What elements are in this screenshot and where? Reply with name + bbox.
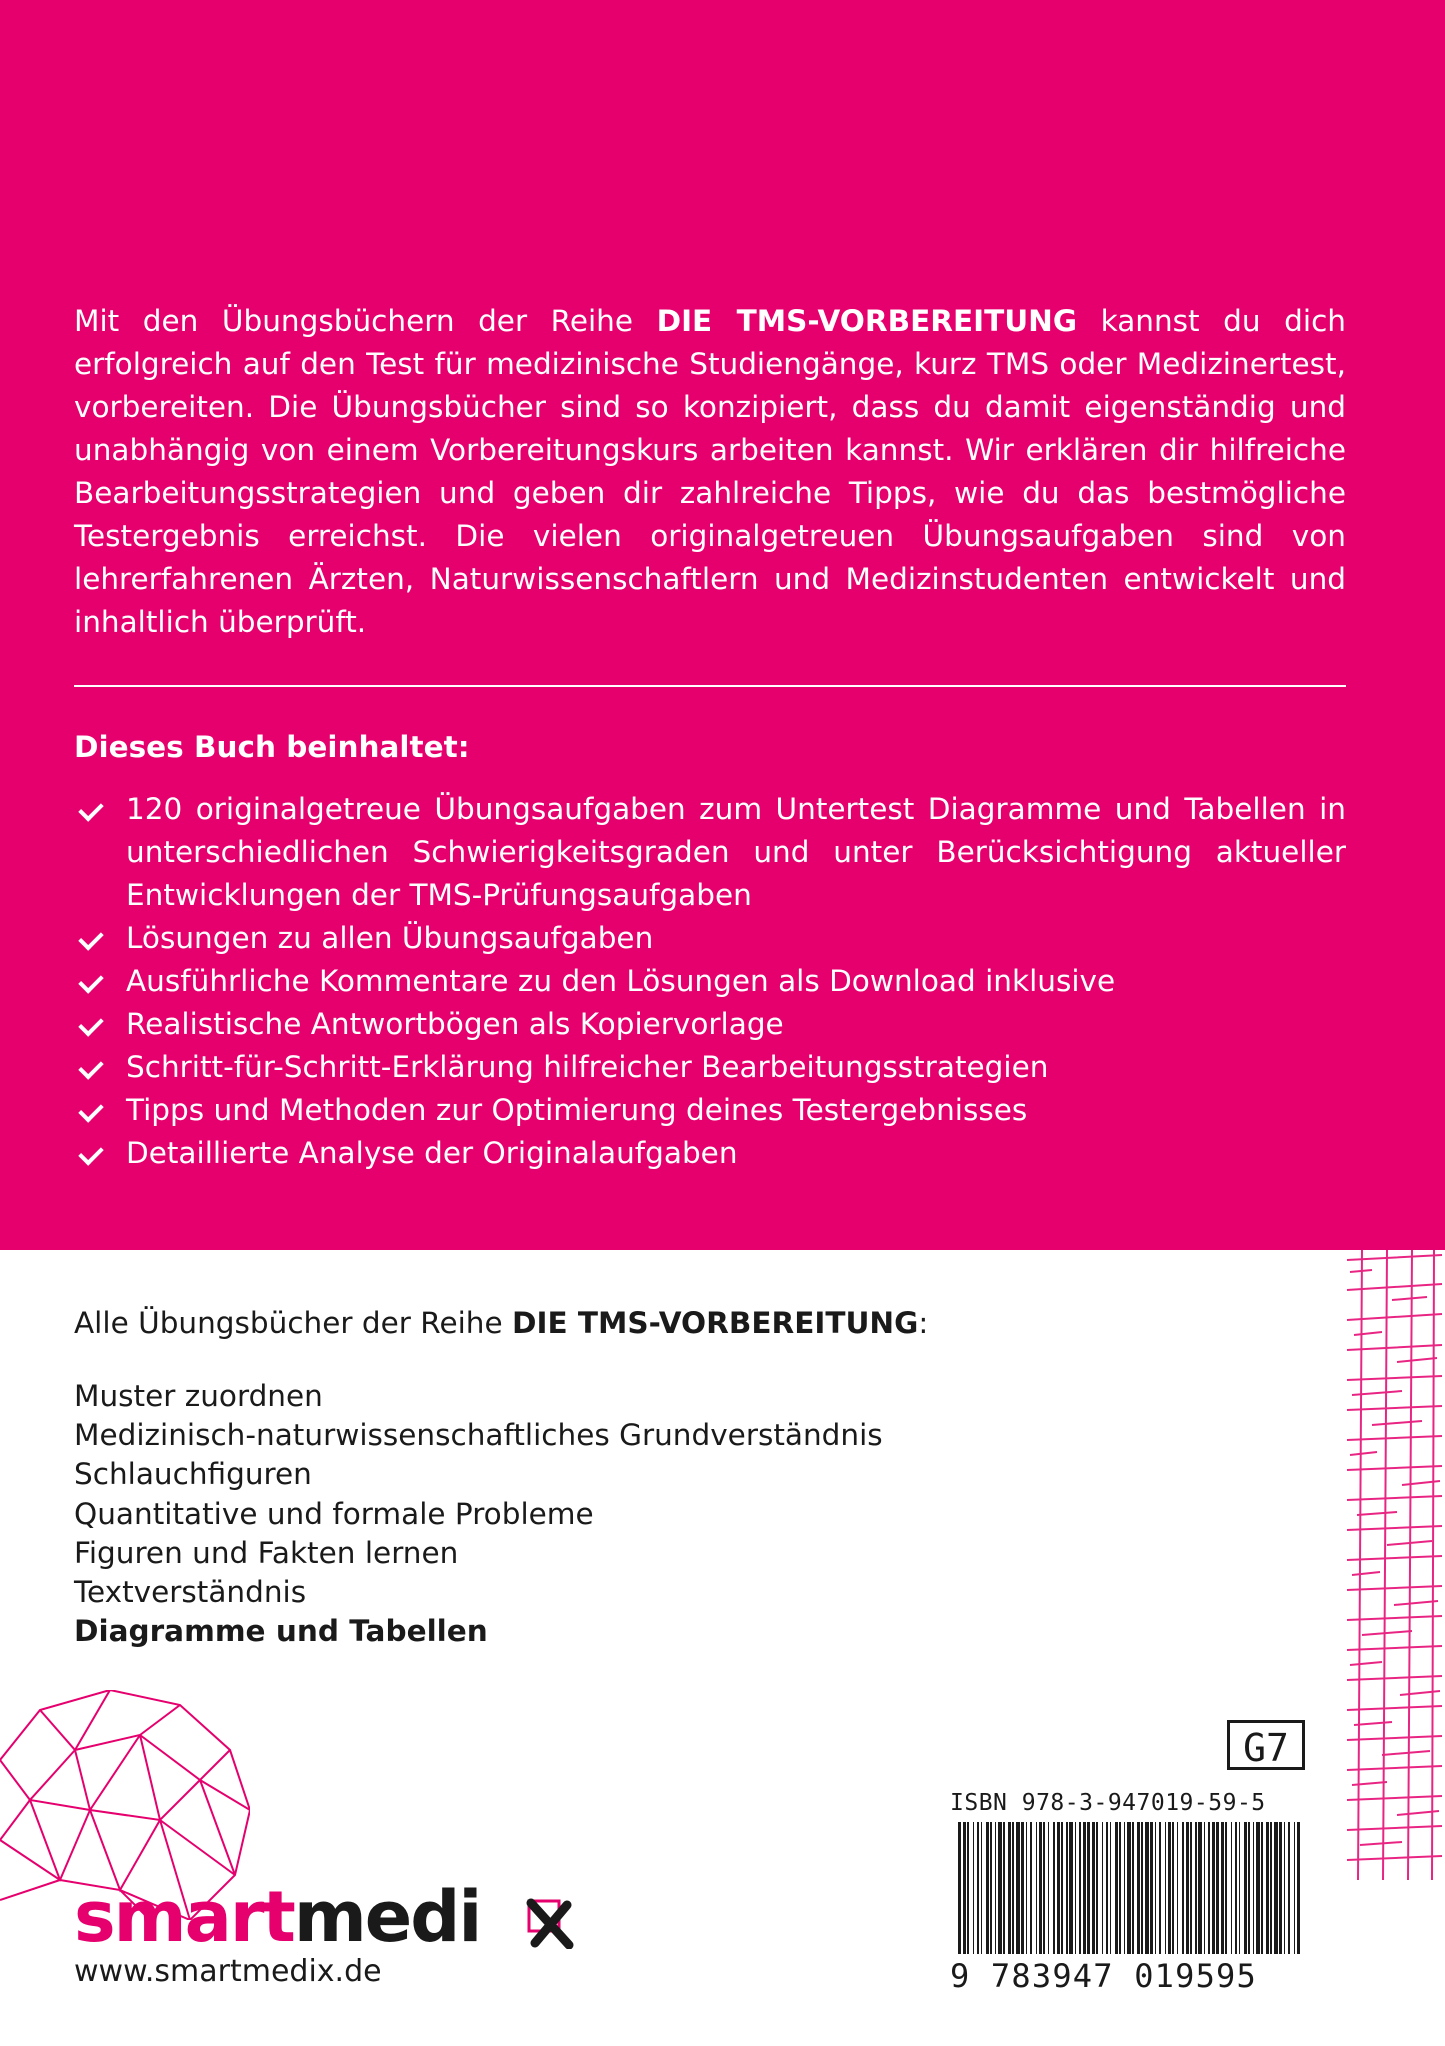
barcode-bar: [1043, 1822, 1045, 1954]
barcode-bar: [1168, 1822, 1171, 1954]
barcode-bar: [1021, 1822, 1024, 1954]
includes-list: [74, 788, 1346, 1175]
barcode-bar: [1083, 1822, 1086, 1954]
barcode-bar: [1008, 1822, 1011, 1954]
website-url: www.smartmedix.de: [74, 1954, 382, 1989]
barcode-bar: [1253, 1822, 1254, 1954]
barcode-bar: [1288, 1822, 1290, 1954]
series-intro-text: Alle Übungsbücher der Reihe: [74, 1306, 513, 1340]
barcode-bar: [1053, 1822, 1055, 1954]
barcode-bar: [1127, 1822, 1131, 1954]
barcode-bar: [1137, 1822, 1140, 1954]
series-intro: [74, 1302, 928, 1345]
barcode-bar: [986, 1822, 989, 1954]
list-item: [74, 917, 1346, 960]
barcode-bar: [1231, 1822, 1232, 1954]
list-item-text: Schritt-für-Schritt-Erklärung hilfreicher Bearbeitungsstrategien: [126, 1050, 1049, 1084]
barcode-bar: [1102, 1822, 1103, 1954]
check-icon: [78, 1054, 103, 1079]
check-icon: [78, 1097, 103, 1122]
barcode-bar: [1155, 1822, 1156, 1954]
barcode-bar: [973, 1822, 974, 1954]
barcode-bar: [1266, 1822, 1269, 1954]
barcode-bar: [1225, 1822, 1227, 1954]
barcode-bar: [1239, 1822, 1240, 1954]
series-name: DIE TMS-VORBEREITUNG: [656, 304, 1078, 338]
divider: [74, 685, 1346, 687]
barcode-digits: 9 783947 019595: [950, 1957, 1257, 1995]
barcode-bar: [1016, 1822, 1020, 1954]
check-icon: [78, 796, 103, 821]
barcode-bar: [1003, 1822, 1005, 1954]
series-intro-suffix: :: [918, 1306, 929, 1340]
barcode-bar: [1198, 1822, 1202, 1954]
barcode-bar: [1124, 1822, 1125, 1954]
barcode-bar: [977, 1822, 979, 1954]
list-item: [74, 960, 1346, 1003]
list-item-text: Detaillierte Analyse der Originalaufgaben: [126, 1136, 738, 1170]
barcode-bar: [1212, 1822, 1215, 1954]
logo-x-icon: [525, 1897, 575, 1949]
barcode-bar: [963, 1822, 966, 1954]
barcode-bar: [1048, 1822, 1049, 1954]
barcode-bar: [995, 1822, 996, 1954]
barcode-bar: [1012, 1822, 1014, 1954]
isbn-label: ISBN 978-3-947019-59-5: [950, 1790, 1266, 1816]
series-name: DIE TMS-VORBEREITUNG: [512, 1306, 919, 1340]
barcode-bar: [1274, 1822, 1278, 1954]
barcode-bar: [990, 1822, 992, 1954]
barcode-bar: [1069, 1822, 1073, 1954]
barcode-bar: [1119, 1822, 1121, 1954]
barcode-bar: [1284, 1822, 1285, 1954]
barcode-bar: [1079, 1822, 1081, 1954]
barcode-bar: [1150, 1822, 1153, 1954]
barcode-bar: [958, 1822, 961, 1954]
barcode-bar: [1030, 1822, 1032, 1954]
barcode-bar: [1270, 1822, 1272, 1954]
check-icon: [78, 1140, 103, 1165]
isbn-barcode: [950, 1720, 1320, 2000]
barcode-bar: [1039, 1822, 1042, 1954]
barcode-bar: [1235, 1822, 1237, 1954]
barcode-bar: [1190, 1822, 1192, 1954]
list-item-text: Tipps und Methoden zur Optimierung deines Testergebnisses: [126, 1093, 1028, 1127]
barcode-bar: [1195, 1822, 1197, 1954]
list-item: [74, 1003, 1346, 1046]
barcode-bar: [1279, 1822, 1282, 1954]
smartmedix-logo: [74, 1876, 481, 1958]
barcode-bar: [1061, 1822, 1063, 1954]
barcode-bar: [1221, 1822, 1224, 1954]
logo-medi-text: medi: [293, 1876, 481, 1958]
barcode-bar: [1186, 1822, 1189, 1954]
book-item: Textverständnis: [74, 1575, 307, 1610]
barcode-bar: [1026, 1822, 1027, 1954]
barcode-bar: [998, 1822, 1002, 1954]
barcode-bar: [1036, 1822, 1037, 1954]
barcode-bar: [1204, 1822, 1205, 1954]
barcode-bar: [1248, 1822, 1250, 1954]
book-item: Figuren und Fakten lernen: [74, 1535, 459, 1570]
barcode-bar: [1115, 1822, 1118, 1954]
check-icon: [78, 1011, 103, 1036]
check-icon: [78, 968, 103, 993]
barcode-bar: [981, 1822, 982, 1954]
barcode-bar: [1159, 1822, 1161, 1954]
list-item-text: Realistische Antwortbögen als Kopiervorlage: [126, 1007, 784, 1041]
book-item: Schlauchfiguren: [74, 1457, 312, 1492]
barcode-bar: [1244, 1822, 1247, 1954]
barcode-bar: [1075, 1822, 1076, 1954]
barcode-bar: [1256, 1822, 1260, 1954]
barcode-bar: [1182, 1822, 1184, 1954]
barcode-bar: [1092, 1822, 1095, 1954]
barcode-bar: [1261, 1822, 1263, 1954]
list-item-text: Lösungen zu allen Übungsaufgaben: [126, 921, 654, 955]
barcode-bar: [1141, 1822, 1143, 1954]
book-item: Muster zuordnen: [74, 1379, 323, 1413]
series-book-list: [74, 1377, 883, 1651]
barcode-bar: [1165, 1822, 1166, 1954]
intro-text-start: Mit den Übungsbüchern der Reihe: [74, 304, 657, 338]
book-item: Medizinisch-naturwissenschaftliches Grundverständnis: [74, 1418, 883, 1453]
book-item-current: Diagramme und Tabellen: [74, 1614, 488, 1649]
barcode-bar: [1297, 1822, 1300, 1954]
barcode-bar: [1066, 1822, 1068, 1954]
barcode-bar: [967, 1822, 969, 1954]
barcode-bar: [1096, 1822, 1098, 1954]
price-code: G7: [1227, 1720, 1305, 1770]
intro-paragraph: [74, 300, 1346, 644]
list-item: [74, 1046, 1346, 1089]
check-icon: [78, 925, 103, 950]
barcode-bar: [1172, 1822, 1174, 1954]
list-item: [74, 788, 1346, 917]
barcode-bar: [1110, 1822, 1111, 1954]
barcode-bar: [1216, 1822, 1219, 1954]
barcode-bar: [1132, 1822, 1134, 1954]
barcode-bar: [1087, 1822, 1090, 1954]
barcode-bars: [950, 1822, 1305, 1954]
table-pattern-decoration: [1342, 1250, 1445, 1880]
barcode-bar: [1294, 1822, 1295, 1954]
list-item-text: 120 originalgetreue Übungsaufgaben zum Untertest Diagramme und Tabellen in unterschiedlichen Schwierigkeitsgraden und unter Berücksichtigung aktueller Entwicklungen der TMS-Prüfungsaufgaben: [126, 792, 1346, 912]
includes-heading: Dieses Buch beinhaltet:: [74, 730, 470, 764]
logo-smart-text: smart: [74, 1876, 294, 1958]
barcode-bar: [1106, 1822, 1108, 1954]
book-item: Quantitative und formale Probleme: [74, 1496, 594, 1531]
barcode-bar: [1057, 1822, 1060, 1954]
barcode-bar: [1208, 1822, 1210, 1954]
barcode-bar: [1177, 1822, 1178, 1954]
intro-text-rest: kannst du dich erfolgreich auf den Test für medizinische Studiengänge, kurz TMS oder Medizinertest, vorbereiten. Die Übungsbücher sind so konzipiert, dass du damit eigenständig und unabhängig von einem Vorbereitungskurs arbeiten kannst. Wir erklären dir hilfreiche Bearbeitungsstrategien und geben dir zahlreiche Tipps, wie du das bestmögliche Testergebnis erreichst. Die vielen originalgetreuen Übungsaufgaben sind von lehrerfahrenen Ärzten, Naturwissenschaftlern und Medizinstudenten entwickelt und inhaltlich überprüft.: [74, 304, 1346, 639]
barcode-bar: [1145, 1822, 1149, 1954]
list-item: [74, 1089, 1346, 1132]
list-item: [74, 1132, 1346, 1175]
list-item-text: Ausführliche Kommentare zu den Lösungen als Download inklusive: [126, 964, 1116, 998]
